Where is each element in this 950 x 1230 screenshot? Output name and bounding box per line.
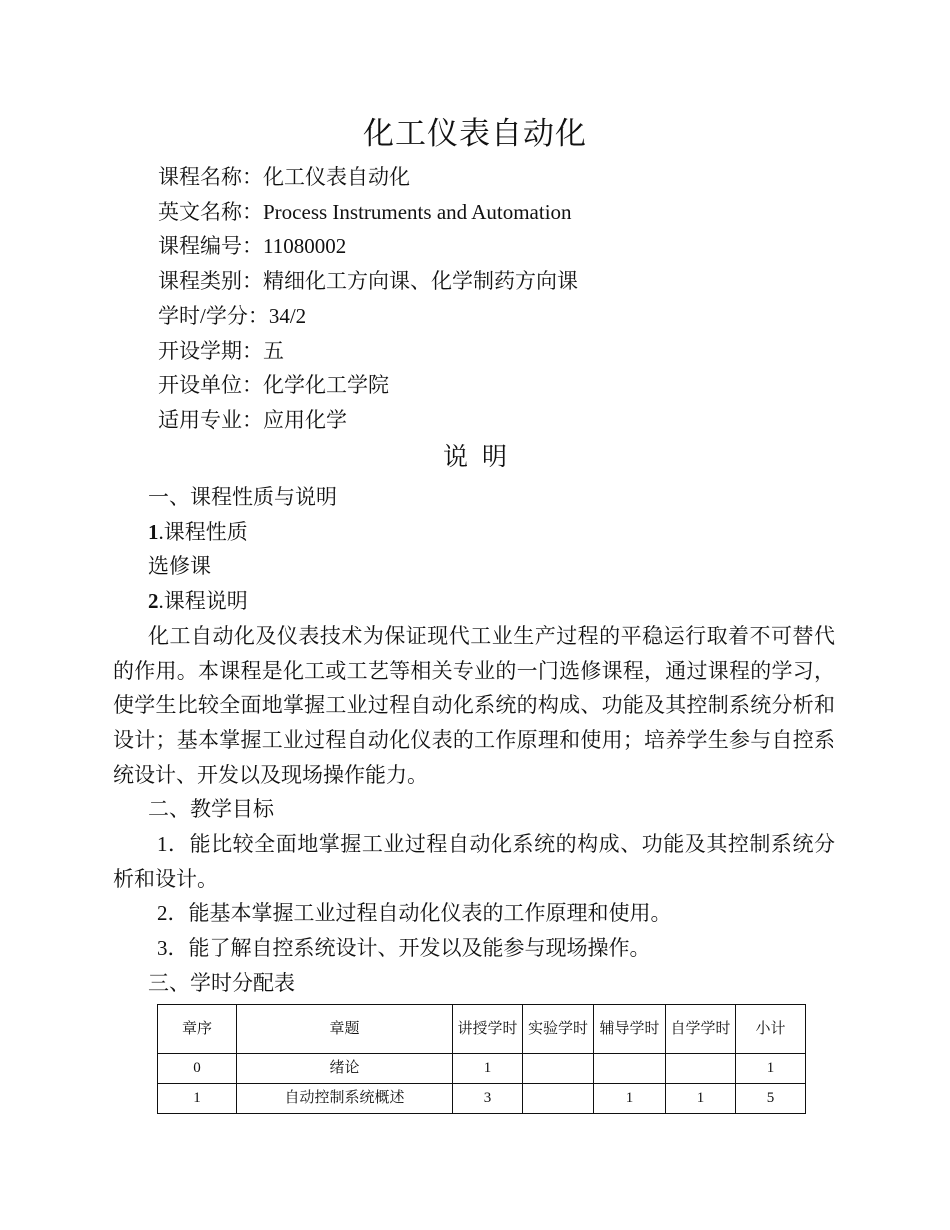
- table-cell: [666, 1054, 736, 1084]
- meta-label: 开设单位：: [158, 373, 263, 398]
- meta-label: 课程编号：: [158, 234, 263, 259]
- objective-item: 3．能了解自控系统设计、开发以及能参与现场操作。: [157, 936, 651, 961]
- table-header-cell: 辅导学时: [594, 1005, 666, 1054]
- table-header-cell: 章序: [158, 1005, 237, 1054]
- department-row: [158, 368, 578, 403]
- course-code-row: [158, 229, 578, 264]
- subheading-number: 2: [148, 589, 159, 614]
- paragraph: 选修课: [148, 554, 211, 579]
- meta-label: 英文名称：: [158, 199, 263, 224]
- course-category-row: [158, 264, 578, 299]
- meta-value: 应用化学: [263, 407, 347, 432]
- section-heading: 二、教学目标: [148, 797, 274, 822]
- table-cell: 自动控制系统概述: [237, 1084, 453, 1114]
- subheading-text: .课程性质: [158, 519, 248, 544]
- meta-value: 11080002: [263, 234, 347, 259]
- meta-label: 开设学期：: [158, 338, 263, 363]
- table-cell: 1: [453, 1054, 523, 1084]
- course-name-row: [158, 160, 578, 195]
- table-cell: [523, 1084, 594, 1114]
- table-cell: 1: [158, 1084, 237, 1114]
- course-info: [158, 160, 578, 438]
- meta-value: 五: [263, 338, 284, 363]
- subheading-number: 1: [148, 519, 159, 544]
- table-cell: 1: [736, 1054, 806, 1084]
- meta-label: 课程类别：: [158, 269, 263, 294]
- objective-item: 2．能基本掌握工业过程自动化仪表的工作原理和使用。: [157, 901, 672, 926]
- meta-value: Process Instruments and Automation: [263, 199, 572, 224]
- table-cell: [523, 1054, 594, 1084]
- table-header-cell: 小计: [736, 1005, 806, 1054]
- subheading: [113, 584, 835, 619]
- table-header-cell: 实验学时: [523, 1005, 594, 1054]
- meta-value: 精细化工方向课、化学制药方向课: [263, 269, 578, 294]
- english-name-row: [158, 195, 578, 230]
- subheading-text: .课程说明: [158, 589, 248, 614]
- table-cell: 0: [158, 1054, 237, 1084]
- meta-value: 34/2: [268, 303, 307, 328]
- semester-row: [158, 334, 578, 369]
- table-cell: 3: [453, 1084, 523, 1114]
- objective-item: 1．能比较全面地掌握工业过程自动化系统的构成、功能及其控制系统分析和设计。: [113, 832, 835, 891]
- table-cell: 1: [594, 1084, 666, 1114]
- table-cell: 1: [666, 1084, 736, 1114]
- document-title: 化工仪表自动化: [363, 116, 587, 151]
- table-cell: 绪论: [237, 1054, 453, 1084]
- meta-value: 化工仪表自动化: [263, 165, 410, 189]
- paragraph: 化工自动化及仪表技术为保证现代工业生产过程的平稳运行取着不可替代的作用。本课程是化工或工艺等相关专业的一门选修课程，通过课程的学习，使学生比较全面地掌握工业过程自动化系统的构成、功能及其控制系统分析和设计；基本掌握工业过程自动化仪表的工作原理和使用；培养学生参与自控系统设计、开发以及现场操作能力。: [113, 623, 835, 787]
- table-header-cell: 章题: [237, 1005, 453, 1054]
- table-row: [158, 1054, 806, 1084]
- table-cell: 5: [736, 1084, 806, 1114]
- table-row: [158, 1084, 806, 1114]
- table-header-cell: 讲授学时: [453, 1005, 523, 1054]
- subheading: [113, 515, 835, 550]
- hours-credits-row: [158, 299, 578, 334]
- meta-label: 适用专业：: [158, 407, 263, 432]
- major-row: [158, 403, 578, 438]
- document-body: [113, 480, 835, 1001]
- section-title: 说明: [442, 444, 521, 471]
- meta-label: 学时/学分：: [158, 303, 269, 328]
- table-header-cell: 自学学时: [666, 1005, 736, 1054]
- meta-label: 课程名称：: [158, 165, 263, 189]
- hours-allocation-table: [157, 1004, 806, 1114]
- meta-value: 化学化工学院: [263, 373, 389, 398]
- table-cell: [594, 1054, 666, 1084]
- table-header-row: [158, 1005, 806, 1054]
- section-heading: 三、学时分配表: [148, 970, 295, 995]
- section-heading: 一、课程性质与说明: [148, 485, 337, 509]
